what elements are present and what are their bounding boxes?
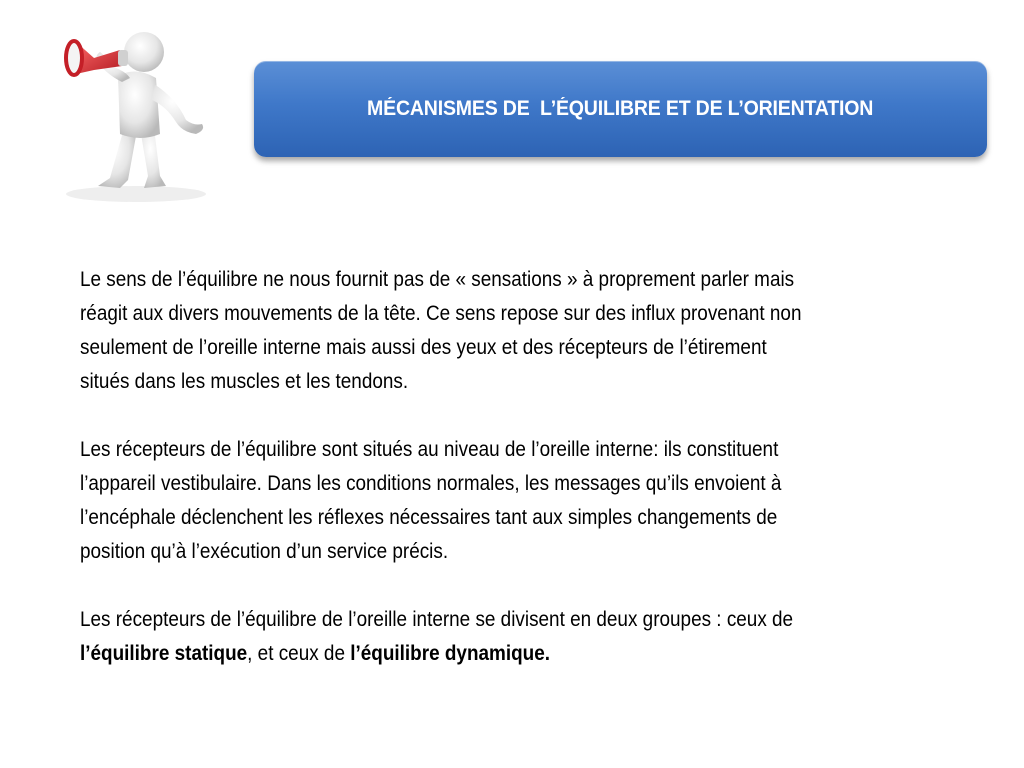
paragraph-line: Les récepteurs de l’équilibre sont situés au niveau de l’oreille interne: ils constituent (80, 437, 779, 461)
paragraph-line: l’appareil vestibulaire. Dans les conditions normales, les messages qu’ils envoient à (80, 471, 782, 495)
paragraph-line: Les récepteurs de l’équilibre de l’oreille interne se divisent en deux groupes : ceux de (80, 607, 794, 631)
paragraph-line: Le sens de l’équilibre ne nous fournit pas de « sensations » à proprement parler mais (80, 267, 795, 291)
paragraph-line: l’encéphale déclenchent les réflexes nécessaires tant aux simples changements de (80, 505, 778, 529)
paragraph-line: seulement de l’oreille interne mais aussi des yeux et des récepteurs de l’étirement (80, 335, 767, 359)
connector-text: , et ceux de (247, 641, 351, 665)
paragraph-line: position qu’à l’exécution d’un service précis. (80, 539, 449, 563)
bold-term-static: l’équilibre statique (80, 641, 248, 665)
paragraph-line: situés dans les muscles et les tendons. (80, 369, 409, 393)
paragraph-1 (80, 262, 980, 398)
paragraph-line: réagit aux divers mouvements de la tête. Ce sens repose sur des influx provenant non (80, 301, 802, 325)
slide-title: MÉCANISMES DE L’ÉQUILIBRE ET DE L’ORIENTATION (367, 97, 874, 120)
slide-body (80, 262, 980, 704)
paragraph-2 (80, 432, 980, 568)
bold-term-dynamic: l’équilibre dynamique. (350, 641, 551, 665)
paragraph-3 (80, 602, 980, 670)
title-banner (254, 61, 987, 157)
megaphone-person-icon (36, 8, 236, 204)
paragraph-line-mixed (80, 636, 872, 670)
